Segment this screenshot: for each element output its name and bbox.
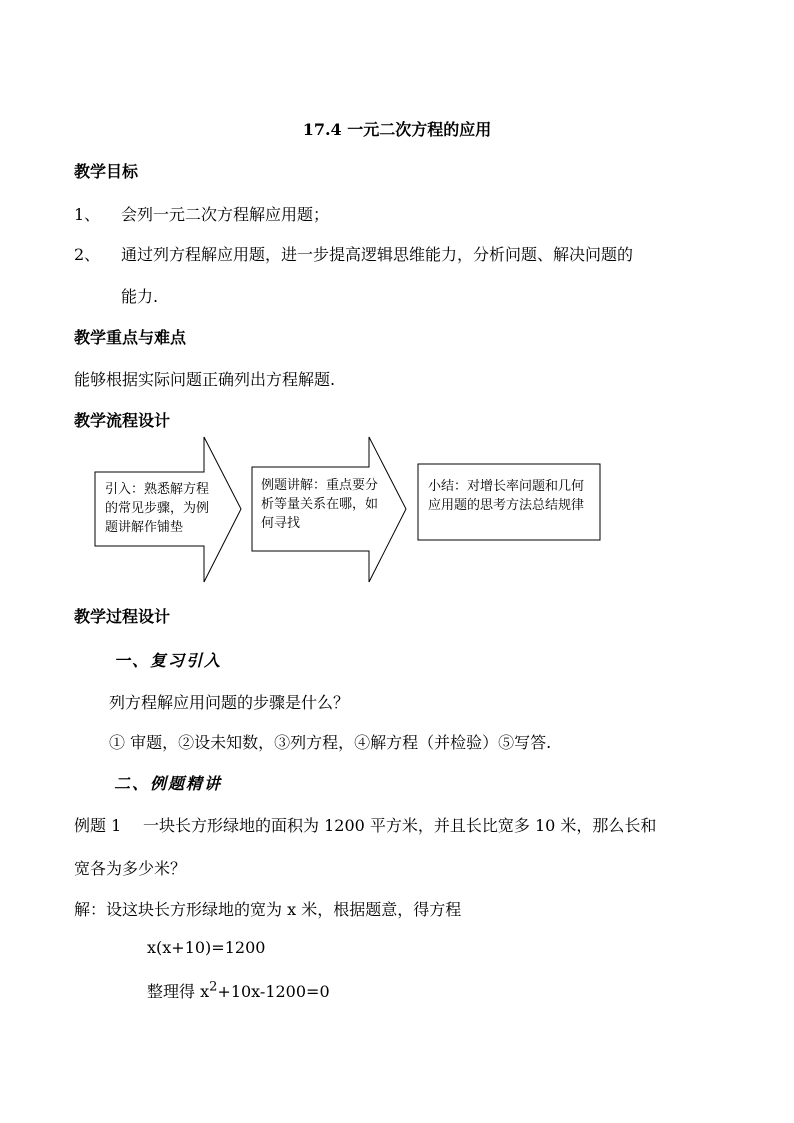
- flow-heading: 教学流程设计: [74, 411, 171, 430]
- section-1-answer: ① 审题，②设未知数，③列方程，④解方程（并检验）⑤写答.: [109, 733, 552, 752]
- equation-2: [147, 979, 330, 1002]
- key-points-heading: 教学重点与难点: [74, 328, 187, 347]
- flow-step-2-text: 例题讲解：重点要分析等量关系在哪，如何寻找: [261, 478, 379, 531]
- key-points-text: 能够根据实际问题正确列出方程解题.: [74, 370, 336, 389]
- section-2-title: 二、例题精讲: [114, 774, 223, 793]
- flow-step-1-text: 引入：熟悉解方程的常见步骤，为例题讲解作铺垫: [105, 482, 210, 535]
- equation-2-exponent: 2: [209, 979, 218, 995]
- goal-2-text: 通过列方程解应用题，进一步提高逻辑思维能力，分析问题、解决问题的: [121, 245, 634, 264]
- goal-2-number: 2、: [74, 245, 101, 264]
- equation-2-suffix: +10x-1200=0: [217, 982, 330, 1001]
- goals-heading: 教学目标: [74, 162, 139, 181]
- flow-step-3-text: 小结：对增长率问题和几何应用题的思考方法总结规律: [428, 479, 585, 513]
- process-heading: 教学过程设计: [74, 607, 171, 626]
- goal-1-number: 1、: [74, 205, 101, 224]
- section-1-title: 一、复习引入: [114, 651, 223, 670]
- example-1-continuation: 宽各为多少米？: [74, 859, 187, 878]
- goal-1-text: 会列一元二次方程解应用题；: [121, 205, 330, 224]
- example-1-label: 例题 1: [74, 816, 122, 835]
- equation-1: x(x+10)=1200: [147, 938, 266, 957]
- goal-2-continuation: 能力.: [121, 287, 159, 306]
- solution-text: 解：设这块长方形绿地的宽为 x 米，根据题意，得方程: [74, 900, 462, 919]
- equation-2-prefix: 整理得 x: [147, 982, 210, 1001]
- page-title: 17.4 一元二次方程的应用: [302, 120, 492, 139]
- section-1-question: 列方程解应用问题的步骤是什么？: [109, 693, 350, 712]
- example-1-text: 一块长方形绿地的面积为 1200 平方米，并且长比宽多 10 米，那么长和: [143, 816, 657, 835]
